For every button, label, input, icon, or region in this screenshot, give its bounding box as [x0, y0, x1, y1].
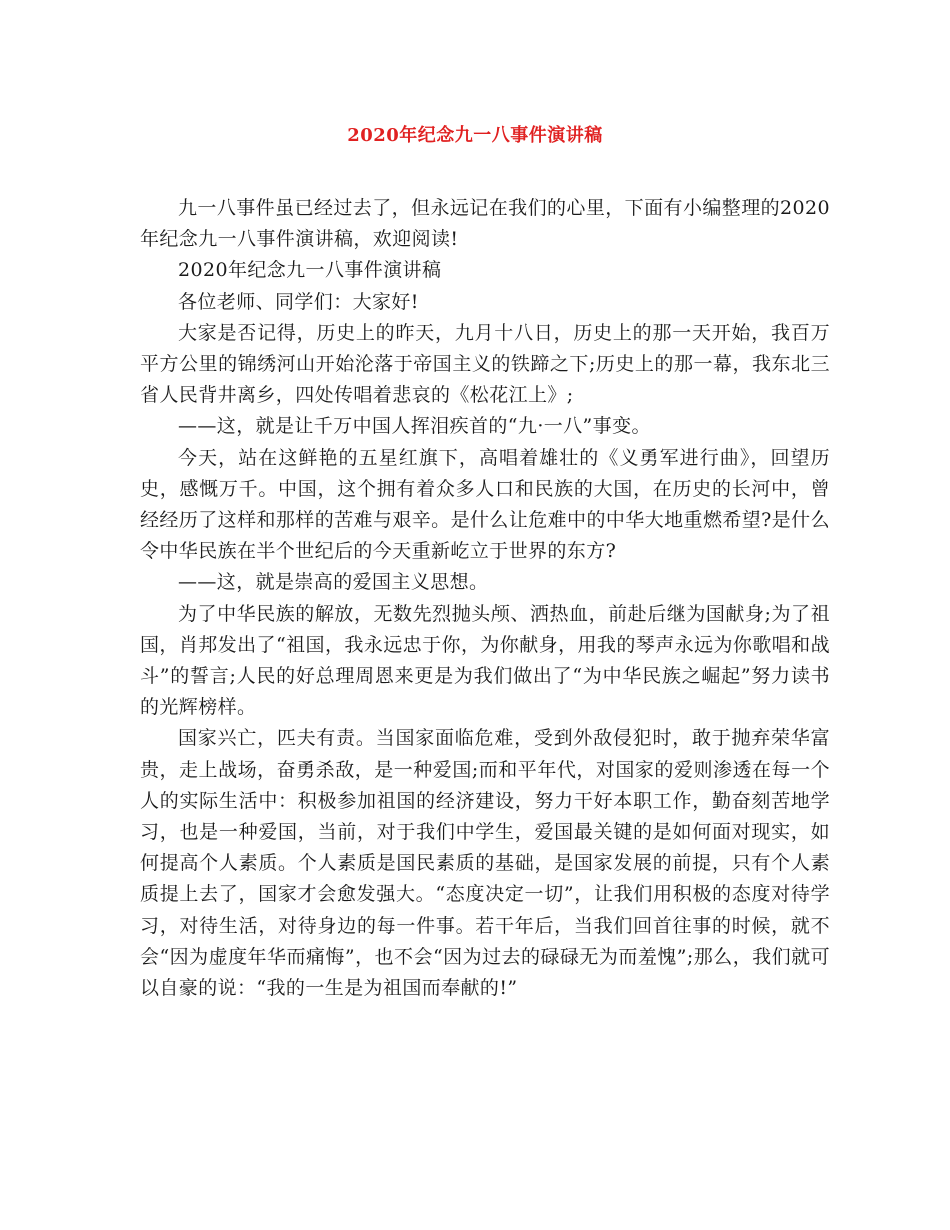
document-title: 2020年纪念九一八事件演讲稿	[347, 125, 603, 146]
paragraph-today: 今天，站在这鲜艳的五星红旗下，高唱着雄壮的《义勇军进行曲》，回望历史，感慨万千。中国，这个拥有着众多人口和民族的大国，在历史的长河中，曾经经历了这样和那样的苦难与艰辛。是什么让危难中的中华大地重燃希望?是什么令中华民族在半个世纪后的今天重新屹立于世界的东方?	[140, 446, 830, 563]
paragraph-subtitle: 2020年纪念九一八事件演讲稿	[178, 259, 442, 282]
document-body	[140, 193, 830, 1004]
paragraph-history: 大家是否记得，历史上的昨天，九月十八日，历史上的那一天开始，我百万平方公里的锦绣河山开始沦落于帝国主义的铁蹄之下;历史上的那一幕，我东北三省人民背井离乡，四处传唱着悲哀的《松花江上》;	[140, 321, 830, 407]
paragraph-incident: ——这，就是让千万中国人挥泪疾首的“九·一八”事变。	[178, 415, 651, 438]
paragraph-greeting: 各位老师、同学们：大家好!	[178, 290, 419, 313]
paragraph-patriotism: ——这，就是崇高的爱国主义思想。	[178, 571, 489, 594]
paragraph-martyrs: 为了中华民族的解放，无数先烈抛头颅、洒热血，前赴后继为国献身;为了祖国，肖邦发出了“祖国，我永远忠于你，为你献身，用我的琴声永远为你歌唱和战斗”的誓言;人民的好总理周恩来更是为我们做出了“为中华民族之崛起”努力读书的光辉榜样。	[140, 602, 830, 719]
paragraph-responsibility: 国家兴亡，匹夫有责。当国家面临危难，受到外敌侵犯时，敢于抛弃荣华富贵，走上战场，奋勇杀敌，是一种爱国;而和平年代，对国家的爱则渗透在每一个人的实际生活中：积极参加祖国的经济建设，努力干好本职工作，勤奋刻苦地学习，也是一种爱国，当前，对于我们中学生，爱国最关键的是如何面对现实，如何提高个人素质。个人素质是国民素质的基础，是国家发展的前提，只有个人素质提上去了，国家才会愈发强大。“态度决定一切”，让我们用积极的态度对待学习，对待生活，对待身边的每一件事。若干年后，当我们回首往事的时候，就不会“因为虚度年华而痛悔”，也不会“因为过去的碌碌无为而羞愧”;那么，我们就可以自豪的说：“我的一生是为祖国而奉献的!”	[140, 727, 830, 1000]
paragraph-intro: 九一八事件虽已经过去了，但永远记在我们的心里，下面有小编整理的2020年纪念九一八事件演讲稿，欢迎阅读!	[140, 197, 830, 251]
